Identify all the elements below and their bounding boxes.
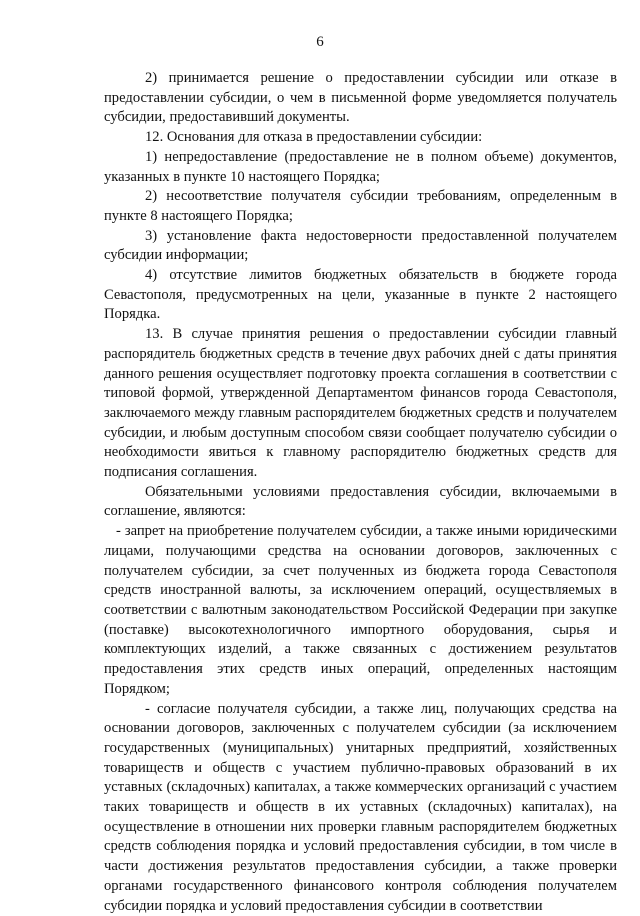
document-body — [104, 69, 617, 916]
paragraph-13-agreement: 13. В случае принятия решения о предоставлении субсидии главный распорядитель бюджетных средств в течение двух рабочих дней с даты принятия данного решения осуществляет подготовку проекта соглашения в соответствии с типовой формой, утвержденной Департаментом финансов города Севастополя, заключаемого между главным распорядителем бюджетных средств и получателем субсидии, и любым доступным способом связи сообщает получателю субсидии о необходимости явиться к главному распорядителю бюджетных средств для подписания соглашения. — [104, 325, 617, 483]
list-item-currency-ban: - запрет на приобретение получателем субсидии, а также иными юридическими лицами, получающими средства на основании договоров, заключенных с получателем субсидии, за счет полученных из бюджета города Севастополя средств иностранной валюты, за исключением операций, осуществляемых в соответствии с валютным законодательством Российской Федерации при закупке (поставке) высокотехнологичного импортного оборудования, сырья и комплектующих изделий, а также связанных с достижением результатов предоставления этих средств иных операций, определенных настоящим Порядком; — [104, 522, 617, 699]
paragraph-decision: 2) принимается решение о предоставлении субсидии или отказе в предоставлении субсидии, о чем в письменной форме уведомляется получатель субсидии, предоставивший документы. — [104, 69, 617, 128]
page-number: 6 — [0, 34, 640, 50]
paragraph-mandatory-conditions: Обязательными условиями предоставления субсидии, включаемыми в соглашение, являются: — [104, 483, 617, 522]
list-item-inspection-consent: - согласие получателя субсидии, а также лиц, получающих средства на основании договоров, заключенных с получателем субсидии (за исключением государственных (муниципальных) унитарных предприятий, хозяйственных товариществ и обществ с участием публично-правовых образований в их уставных (складочных) капиталах, а также коммерческих организаций с участием таких товариществ и обществ в их уставных (складочных) капиталах), на осуществление в отношении них проверки главным распорядителем бюджетных средств соблюдения порядка и условий предоставления субсидии, в том числе в части достижения результатов предоставления субсидии, а также проверки органами государственного финансового контроля соблюдения получателем субсидии порядка и условий предоставления субсидии в соответствии — [104, 700, 617, 916]
paragraph-refusal-grounds-heading: 12. Основания для отказа в предоставлении субсидии: — [104, 128, 617, 148]
paragraph-ground-3: 3) установление факта недостоверности предоставленной получателем субсидии информации; — [104, 227, 617, 266]
paragraph-ground-2: 2) несоответствие получателя субсидии требованиям, определенным в пункте 8 настоящего Порядка; — [104, 187, 617, 226]
paragraph-ground-1: 1) непредоставление (предоставление не в полном объеме) документов, указанных в пункте 10 настоящего Порядка; — [104, 148, 617, 187]
paragraph-ground-4: 4) отсутствие лимитов бюджетных обязательств в бюджете города Севастополя, предусмотренных на цели, указанные в пункте 2 настоящего Порядка. — [104, 266, 617, 325]
